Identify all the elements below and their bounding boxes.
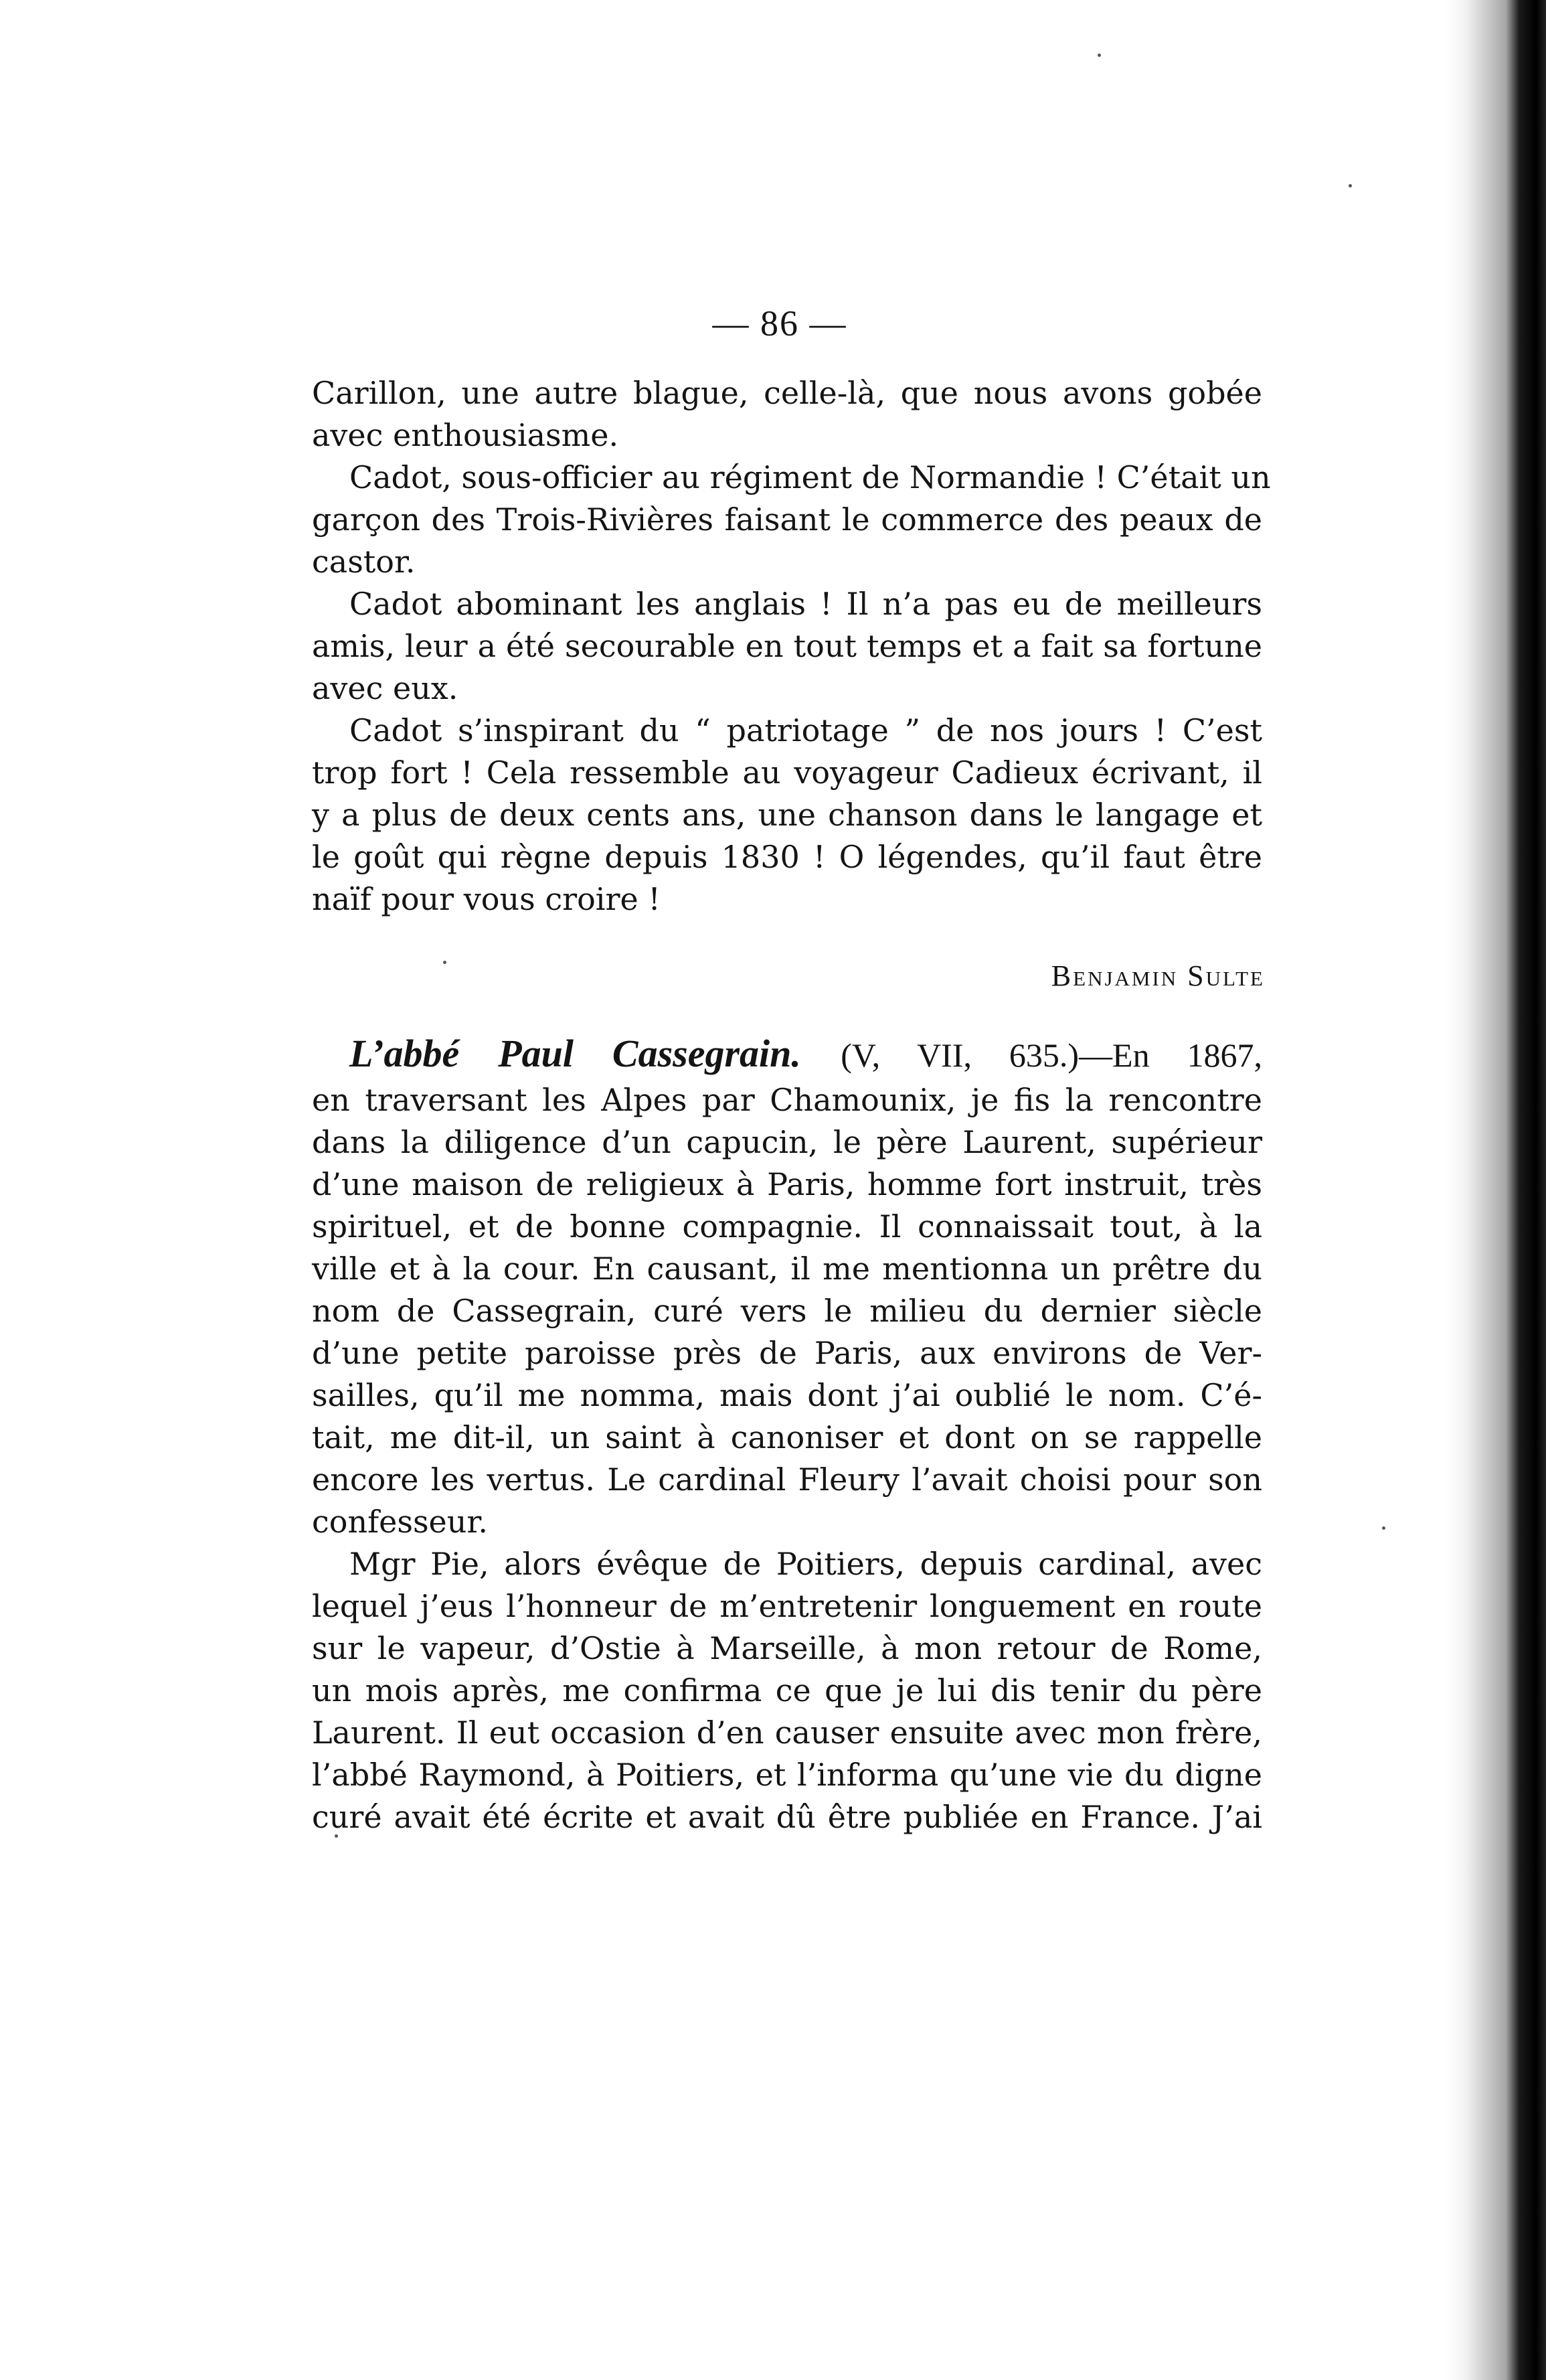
text-line: Cadot s’inspirant du “ patriotage ” de nos jours ! C’est [349, 712, 1262, 748]
text-line: castor. [312, 544, 416, 580]
text-line: un mois après, me confirma ce que je lui dis tenir du père [312, 1672, 1262, 1709]
text-line: trop fort ! Cela ressemble au voyageur Cadieux écrivant, il [312, 755, 1262, 791]
text-line: amis, leur a été secourable en tout temps et a fait sa fortune [312, 628, 1262, 664]
text-line: encore les vertus. Le cardinal Fleury l’avait choisi pour son [312, 1461, 1262, 1498]
text-line: nom de Cassegrain, curé vers le milieu du dernier siècle [312, 1293, 1262, 1329]
text-line: Mgr Pie, alors évêque de Poitiers, depuis cardinal, avec [349, 1546, 1262, 1582]
paper-speck [1349, 184, 1352, 187]
text-line: l’abbé Raymond, à Poitiers, et l’informa qu’une vie du digne [312, 1757, 1262, 1793]
text-line: avec enthousiasme. [312, 417, 619, 453]
entry-reference: (V, VII, 635.)—En 1867, [841, 1036, 1262, 1074]
text-line: dans la diligence d’un capucin, le père Laurent, supérieur [312, 1124, 1262, 1160]
author-signature: Benjamin Sulte [1051, 959, 1265, 992]
text-line: Cadot abominant les anglais ! Il n’a pas eu de meilleurs [349, 586, 1262, 622]
entry-heading: L’abbé Paul Cassegrain. [349, 1032, 801, 1075]
entry-first-line [312, 1028, 1262, 1079]
text-line: en traversant les Alpes par Chamounix, je fis la rencontre [312, 1082, 1262, 1118]
paragraph-block-cassegrain [312, 1028, 1262, 1838]
text-line: spirituel, et de bonne compagnie. Il connaissait tout, à la [312, 1208, 1262, 1245]
page-number: — 86 — [712, 303, 847, 343]
text-line: naïf pour vous croire ! [312, 881, 661, 917]
paper-speck [1098, 54, 1101, 57]
text-line: garçon des Trois-Rivières faisant le commerce des peaux de [312, 501, 1262, 538]
text-line: avec eux. [312, 670, 458, 706]
text-line: y a plus de deux cents ans, une chanson dans le langage et [312, 797, 1262, 833]
text-line: Cadot, sous-officier au régiment de Normandie ! C’était un [349, 459, 1271, 495]
text-line: curé avait été écrite et avait dû être publiée en France. J’ai [312, 1799, 1262, 1835]
paragraph-block-cadot [312, 372, 1271, 921]
text-line: lequel j’eus l’honneur de m’entretenir longuement en route [312, 1588, 1262, 1624]
text-line: Laurent. Il eut occasion d’en causer ensuite avec mon frère, [312, 1715, 1262, 1751]
text-line: le goût qui règne depuis 1830 ! O légendes, qu’il faut être [312, 839, 1262, 875]
text-line: confesseur. [312, 1504, 488, 1540]
paper-speck [1382, 1526, 1385, 1530]
text-line: sailles, qu’il me nomma, mais dont j’ai oublié le nom. C’é- [312, 1377, 1262, 1413]
text-line: Carillon, une autre blague, celle-là, que nous avons gobée [312, 375, 1262, 411]
paper-speck [443, 961, 446, 964]
text-line: d’une petite paroisse près de Paris, aux environs de Ver- [312, 1335, 1262, 1371]
text-line: sur le vapeur, d’Ostie à Marseille, à mon retour de Rome, [312, 1630, 1262, 1666]
page-binding-edge [1446, 0, 1546, 2380]
text-line: ville et à la cour. En causant, il me mentionna un prêtre du [312, 1251, 1262, 1287]
text-line: tait, me dit-il, un saint à canoniser et dont on se rappelle [312, 1419, 1262, 1455]
text-line: d’une maison de religieux à Paris, homme fort instruit, très [312, 1166, 1262, 1202]
